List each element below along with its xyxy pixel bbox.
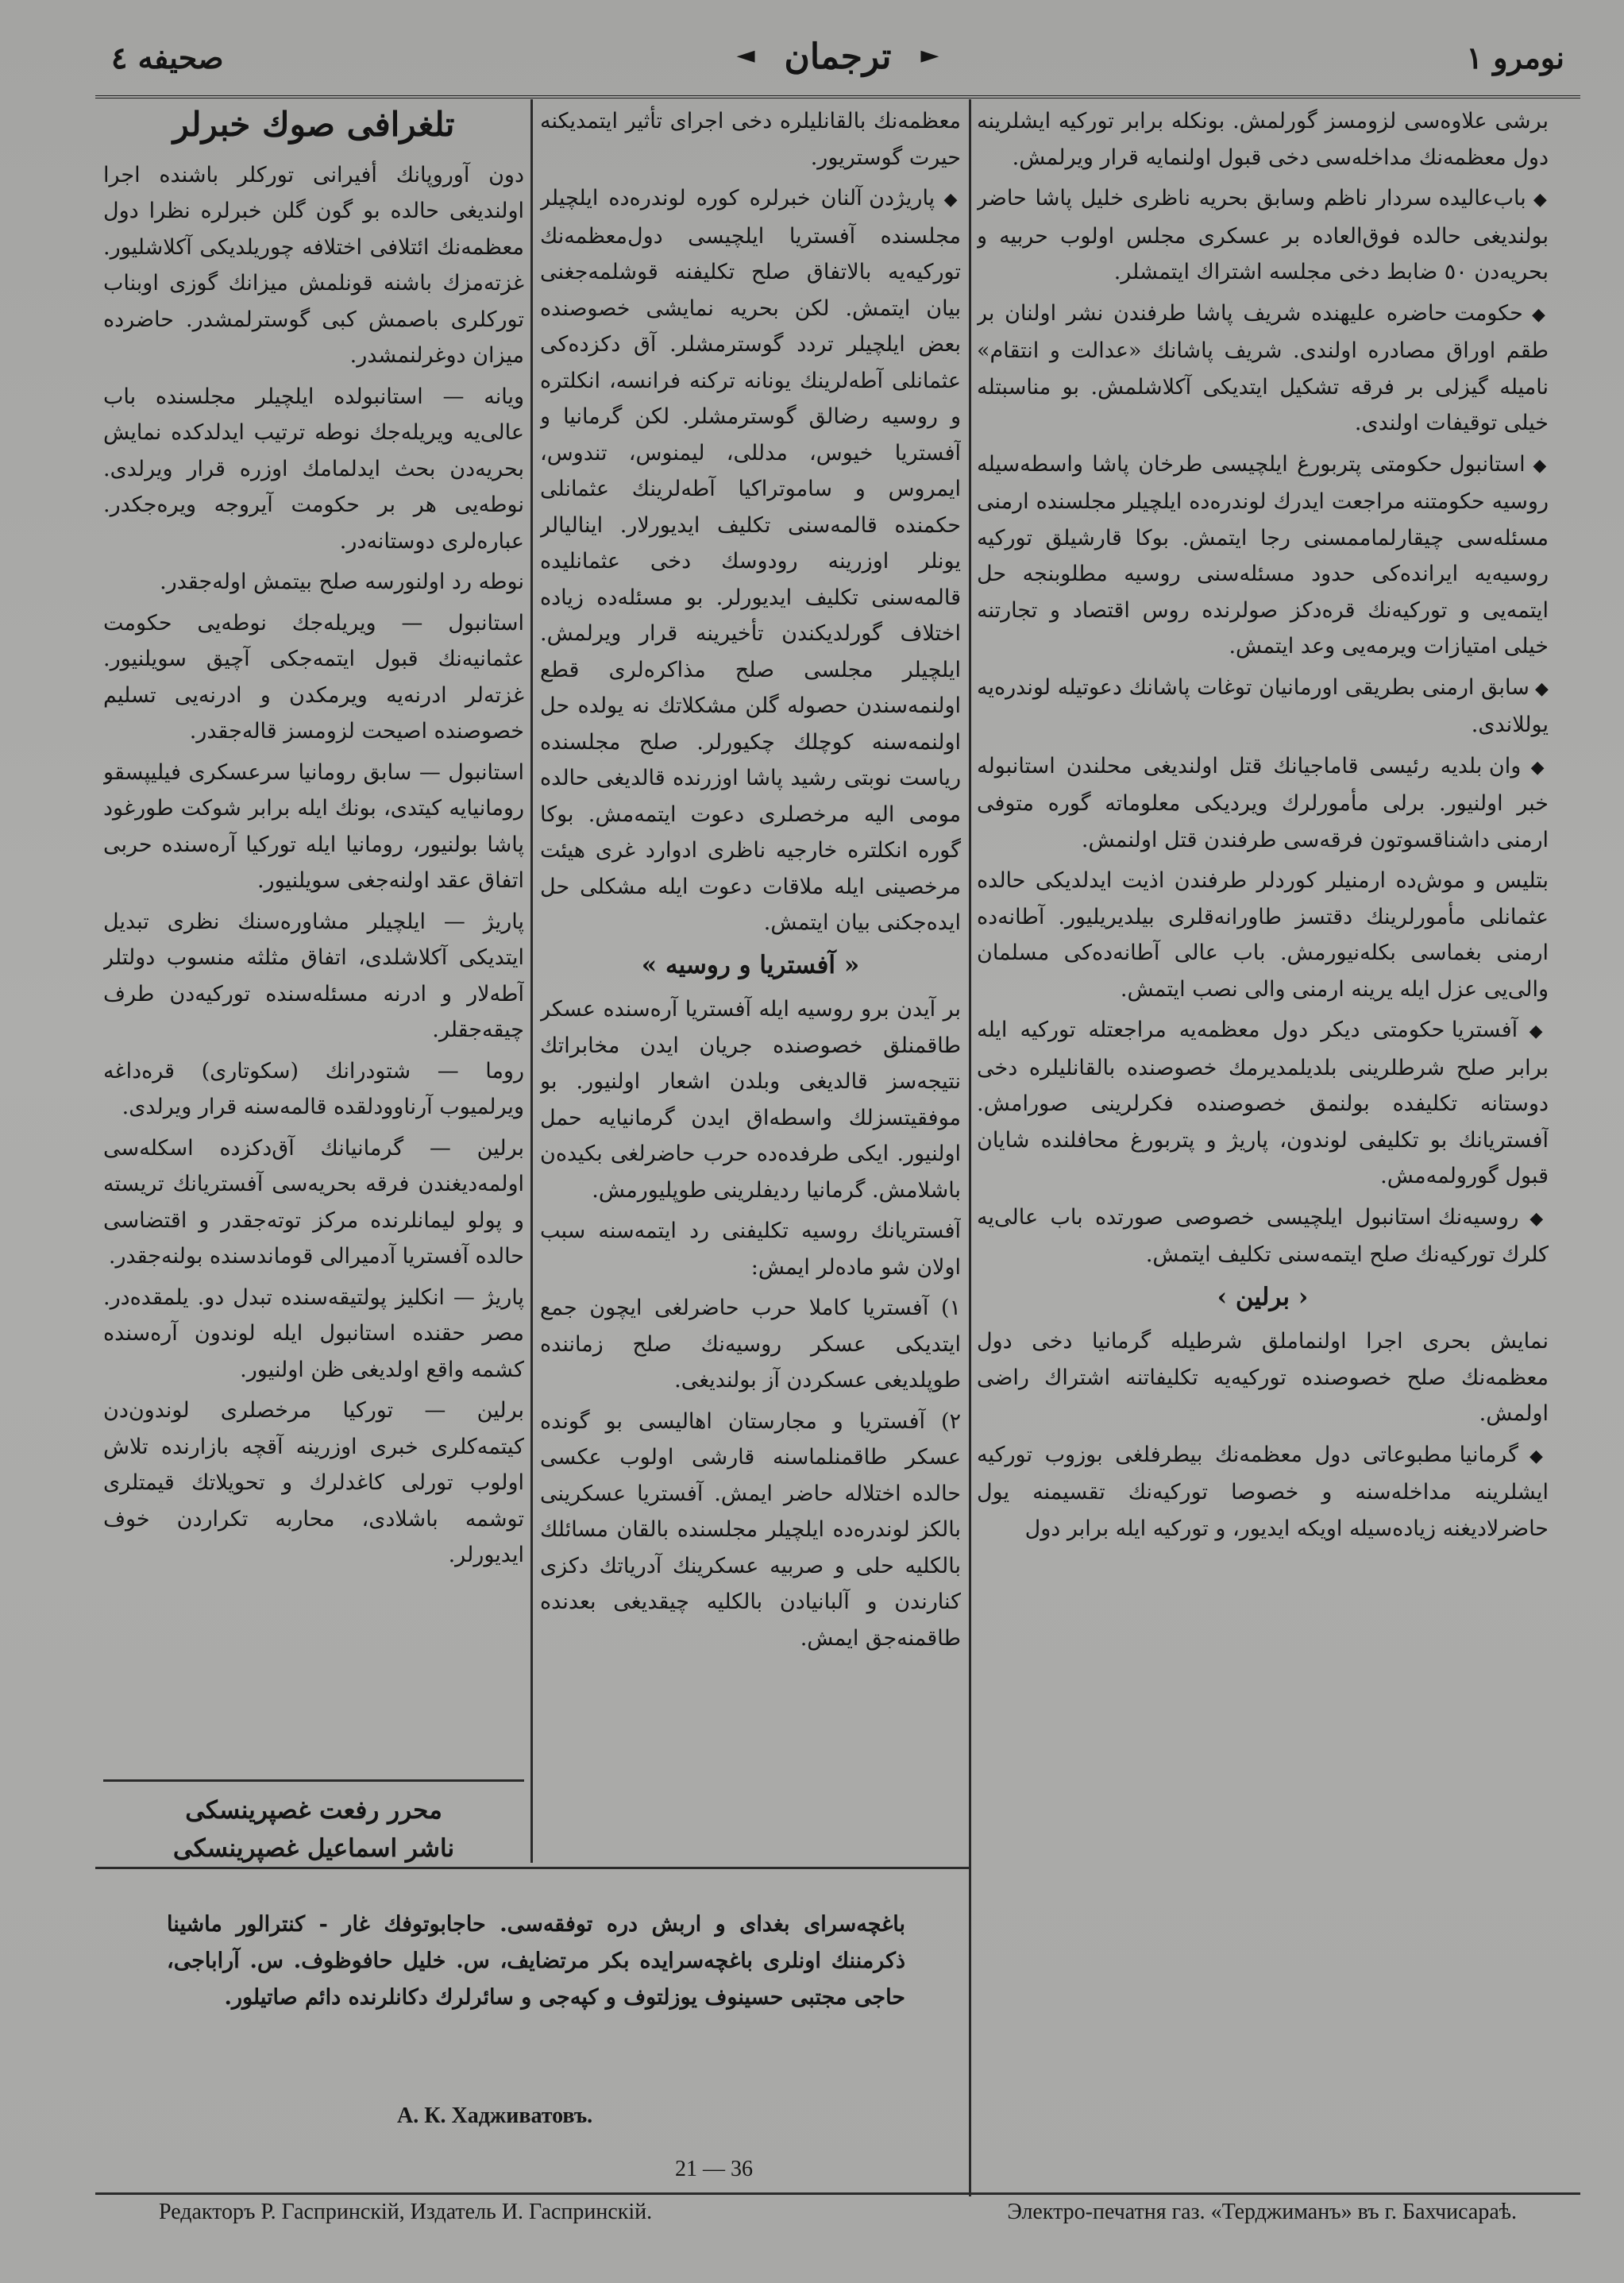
newspaper-title: ترجمان bbox=[784, 37, 892, 77]
issue-number: نومرو ١ bbox=[1466, 40, 1564, 75]
page-number: صحيفه ٤ bbox=[111, 40, 224, 75]
news-paragraph: ◆ وان بلدیه رئیسی قاماجیانك قتل اولندیغی محلندن استانبوله خبر اولنیور. برلی مأمورلرك ویردیکی معلوماته گوره متوفی ارمنی داشناقسوتون فرقه‌سی طرفندن قتل اولنمش. bbox=[977, 753, 1549, 852]
section-heading-austria-russia: « آفستریا و روسیه » bbox=[641, 950, 860, 979]
news-paragraph: آفستریانك روسیه تکلیفنی رد ایتمه‌سنه سبب اولان شو ماده‌لر ایمش: bbox=[540, 1219, 961, 1280]
diamond-bullet-icon: ◆ bbox=[1518, 1446, 1549, 1466]
advertisement-signature: А. К. Хадживатовъ. bbox=[397, 2103, 593, 2128]
news-paragraph: ١) آفستریا کاملا حرب حاضرلغی ایچون جمع ایتدیکی عسکر روسیه‌نك صلح زماننده طوپلدیغی عسکردن آز بولندیغی. bbox=[540, 1296, 961, 1393]
news-paragraph: روما — شتودرانك (سکوتاری) قره‌داغه ویرلمیوب آرناوودلقده قالمه‌سنه قرار ویرلدی. bbox=[103, 1058, 524, 1119]
news-paragraph: استانبول — ویریله‌جك نوطه‌یی حکومت عثمانیه‌نك قبول ایتمه‌جکی آچیق سویلنیور. غزته‌لر ادرنه‌یه ویرمکدن و ادرنه‌یی تسلیم خصوصنده اصیحت لزومسز قاله‌جقدر. bbox=[103, 610, 524, 744]
news-paragraph: ◆ باب‌عالیده سردار ناظم وسابق بحریه ناظری خلیل پاشا حاضر بولندیغی حالده فوق‌العاده بر عسکری مجلس اولوب حربیه و بحریه‌دن ٥٠ ضابط دخی مجلسه اشتراك ایتمشلر. bbox=[977, 186, 1549, 284]
publisher-name: ناشر اسماعیل غصپرینسکی bbox=[172, 1834, 455, 1863]
advertisement: باغچه‌سرای بغدای و اربش دره توفقه‌سی. حاجابوتوفك غار - کنترالور ماشینا ذکرمننك اونلری باغچه‌سرایده بکر مرتضایف، س. خلیل حافوظوف. س. آراباجی، حاجی مجتبی حسینوف یوزلتوف و کپه‌جی و سائرلرك دکانلرنده دائم صاتیلور. bbox=[167, 1912, 905, 2010]
news-paragraph: نمایش بحری اجرا اولنماملق شرطیله گرمانیا دخی دول معظمه‌نك صلح خصوصنده تورکیه‌یه تکلیفاتنه اشتراك راضی اولمش. bbox=[977, 1329, 1549, 1426]
masthead bbox=[737, 37, 939, 77]
diamond-bullet-icon: ◆ bbox=[1529, 678, 1549, 699]
news-paragraph: ◆ آفستریا حکومتی دیکر دول معظمه‌یه مراجعتله تورکیه ایله برابر صلح شرطلرینی بلدیلمدیرمك خصوصنده بالقانلیلره دخی دوستانه تکلیفده بولنمق خصوصنده فکرلرینی صورامش. آفستریانك بو تکلیفی لوندون، پاریژ و پتربورغ محافلنده شایان قبول گورولمه‌مش. bbox=[977, 1018, 1549, 1188]
news-paragraph: معظمه‌نك بالقانلیلره دخی اجرای تأثیر ایتمدیکنه حیرت گوستریور. bbox=[540, 109, 961, 170]
column-divider-left bbox=[530, 99, 533, 1863]
page-header bbox=[95, 32, 1580, 99]
diamond-bullet-icon: ◆ bbox=[1518, 1022, 1549, 1041]
news-paragraph: ◆ پاریژدن آلنان خبرلره کوره لوندره‌ده ایلچیلر مجلسنده آفستریا ایلچیسی دول‌معظمه‌نك تورکیه‌یه بالاتفاق صلح تکلیفنه قوشلمه‌جغنی بیان ایتمش. لکن بحریه نمایشی خصوصنده بعض ایلچیلر تردد گوسترمشلر. آق دکزده‌کی عثمانلی آطه‌لرینك یونانه ترکنه فرانسه، انکلتره و روسیه رضالق گوسترمشلر. لکن گرمانیا و آفستریا خیوس، مدللی، لیمنوس، تندوس، ایمروس و ساموتراکیا آطه‌لرینك عثمانلی حکمنده قالمه‌سنی تکلیف ایدیورلار. اینالیالر یونلر اوزرینه رودوسك دخی عثمانلیده قالمه‌سنی تکلیف ایدیورلر. بو مسئله‌ده زیاده اختلاف گورلدیکندن تأخیرینه قرار ویرلمش. ایلچیلر مجلسی صلح مذاکره‌لری قطع اولنمه‌سندن حصوله گلن مشکلاتك نه یولده حل اولنمه‌سنه کوچلك چکیورلر. صلح مجلسنده ریاست نوبتی رشید پاشا اوزرنده قالدیغی حالده مومی الیه مرخصلری دعوت ایتمه‌مش. بوکا گوره انکلتره خارجیه ناظری ادوارد غری هیئت مرخصینی ایله ملاقات دعوت ایله مشکلی حل ایده‌جکنی بیان ایتمش. bbox=[540, 186, 961, 935]
news-paragraph: برلین — گرمانیانك آق‌دکزده اسکله‌سی اولمه‌دیغندن فرقه بحریه‌سی آفستریانك تریسته و پولو لیمانلرنده مرکز توته‌جقدر و اقتضاسی حالده آفستریا آدمیرالی قوماندسنده بولنه‌جقدر. bbox=[103, 1135, 524, 1269]
editor-credits bbox=[103, 1791, 524, 1868]
news-paragraph: پاریژ — انکلیز پولتیقه‌سنده تبدل دو. یلمقده‌در. مصر حقنده استانبول ایله لوندون آره‌سنده کشمه واقع اولدیغی ظن اولنیور. bbox=[103, 1284, 524, 1382]
news-paragraph: ◆ استانبول حکومتی پتربورغ ایلچیسی طرخان پاشا واسطه‌سیله روسیه حکومتنه مراجعت ایدرك لوندره‌ده ایلچیلر مجلسنده ارمنی مسئله‌سی چیقارلماممسنی رجا ایتمش. بوکا قارشیلق تورکیه روسیه‌یه ایرانده‌کی حدود مسئله‌سنی روسیه مطلوبنجه حل ایتمه‌یی و تورکیه‌نك قره‌دکز صولرنده روس اقتصاد و تجارتنه خیلی امتیازات ویرمه‌یی وعد ایتمش. bbox=[977, 451, 1549, 659]
news-paragraph: ◆ روسیه‌نك استانبول ایلچیسی خصوصی صورتده باب عالی‌یه کلرك تورکیه‌نك صلح ایتمه‌سنی تکلیف ایتمش. bbox=[977, 1204, 1549, 1267]
news-paragraph: ٢) آفستریا و مجارستان اهالیسی بو گونده عسکر طاقمنلماسنه قارشی اولوب عکسی حالده اختلاله حاضر ایمش. آفستریا عسکرینی بالکز لوندره‌ده ایلچیلر مجلسنده بالقان مسائلك بالکلیه حلی و صربیه عسکرینك آدریاتك دکزی کنارندن و آلبانیادن بالکلیه چیقدیغی بعدنده طاقمنه‌جق ایمش. bbox=[540, 1408, 961, 1651]
column-left bbox=[103, 103, 524, 1859]
diamond-bullet-icon: ◆ bbox=[935, 190, 961, 210]
news-paragraph: بتلیس و موش‌ده ارمنیلر کوردلر طرفندن اذیت ایدلدیکی حالده عثمانلی مأمورلرینك دقتسز طاورانه‌قلری بیلدیریلیور. آطانه‌ده ارمنی بغماسی بکله‌نیورمش. باب عالی آطانه‌ده‌کی مسلمان والی‌یی عزل ایله یرینه ارمنی والی نصب ایتمش. bbox=[977, 868, 1549, 1002]
news-paragraph: ◆ سابق ارمنی بطریقی اورمانیان توغات پاشانك دعوتیله لوندره‌یه یوللاندی. bbox=[977, 674, 1549, 737]
diamond-bullet-icon: ◆ bbox=[1522, 304, 1549, 325]
news-paragraph: برلین — تورکیا مرخصلری لوندون‌دن کیتمه‌کلری خبری اوزرینه آقچه بازارنده تلاش اولوب تورلی کاغدلرك و تحویلاتك قیمتلری توشمه باشلادی، محاربه تکراردن خوف ایدیورلر. bbox=[103, 1398, 524, 1567]
column-middle bbox=[540, 103, 961, 1859]
news-paragraph: دون آوروپانك أفیرانی تورکلر باشنده اجرا اولندیغی حالده بو گون گلن خبرلره نظرا دول معظمه‌نك ائتلافی اختلافه چوریلدیکی آکلاشلیور. غزته‌مزك باشنه قونلمش میزانك گوزی اوبناب تورکلری باصمش کبی گوسترلمشدر. حاضرده میزان دوغرلنمشدر. bbox=[103, 162, 524, 368]
ornament-left-icon: ◄ bbox=[736, 41, 755, 69]
footer-printer: Электро-печатня газ. «Терджиманъ» въ г. Бахчисараѣ. bbox=[1007, 2200, 1517, 2224]
ornament-right-icon: ► bbox=[920, 41, 939, 69]
diamond-bullet-icon: ◆ bbox=[1526, 190, 1549, 210]
column-right bbox=[977, 103, 1549, 2137]
news-paragraph: ◆ حکومت حاضره علیهنده شریف پاشا طرفندن نشر اولنان بر طقم اوراق مصادره اولندی. شریف پاشانك «عدالت و انتقام» نامیله گیزلی بر فرقه تشکیل ایتدیکی آکلاشلمش. بو مناسبتله خیلی توقیفات اولندی. bbox=[977, 300, 1549, 435]
diamond-bullet-icon: ◆ bbox=[1521, 757, 1549, 778]
news-paragraph: پاریژ — ایلچیلر مشاوره‌سنك نظری تبدیل ایتدیکی آکلاشلدی، اتفاق مثلثه منسوب دولتلر آطه‌لار و ادرنه مسئله‌سنده تورکیه‌دن طرف چیقه‌جقلر. bbox=[103, 909, 524, 1042]
news-paragraph: بر آیدن برو روسیه ایله آفستریا آره‌سنده عسکر طاقمنلق خصوصنده جریان ایدن مخابراتك نتیجه‌سز قالدیغی وبلدن اشعار اولنیور. بو موفقیتسزلك واسطه‌اق ایدن گرمانیایه حمل اولنیور. ایکی طرفده‌ده حرب حاضرلغی بکیده‌ن باشلامش. گرمانیا ردیفلرینی طوپلیورمش. bbox=[540, 997, 961, 1203]
column-divider-right bbox=[969, 99, 971, 2196]
footer-editor: Редакторъ Р. Гаспринскій, Издатель И. Гаспринскій. bbox=[159, 2200, 653, 2224]
news-paragraph: ویانه — استانبولده ایلچیلر مجلسنده باب عالی‌یه ویریله‌جك نوطه ترتیب ایدلدکده نمایش بحریه‌دن بحث ایدلمامك اوزره قرار ویرلدی. نوطه‌یی هر بر حکومت آیروجه ویره‌جکدر. عباره‌لری دوستانه‌در. bbox=[103, 384, 524, 554]
section-heading-berlin: ‹ برلین › bbox=[1217, 1282, 1309, 1311]
diamond-bullet-icon: ◆ bbox=[1525, 455, 1549, 476]
news-paragraph: نوطه رد اولنورسه صلح بیتمش اوله‌جقدر. bbox=[160, 570, 524, 594]
telegraph-news-title: تلغرافی صوك خبرلر bbox=[172, 105, 455, 144]
editor-name: محرر رفعت غصپرینسکی bbox=[185, 1796, 442, 1825]
advertisement-number: 21 — 36 bbox=[675, 2157, 753, 2181]
news-paragraph: ◆ گرمانیا مطبوعاتی دول معظمه‌نك بیطرفلغی بوزوب تورکیه ایشلرینه مداخله‌سنه و خصوصا تورکیه‌نك تقسیمنه یول حاضرلادیغنه زیاده‌سیله اویکه ایدیور، و تورکیه ایله برابر دول bbox=[977, 1442, 1549, 1541]
page-footer bbox=[95, 2192, 1580, 2230]
diamond-bullet-icon: ◆ bbox=[1518, 1208, 1549, 1229]
news-paragraph: برشی علاوه‌سی لزومسز گورلمش. بونکله برابر تورکیه ایشلرینه دول معظمه‌نك مداخله‌سی دخی قبول اولنمایه قرار ویرلمش. bbox=[977, 109, 1549, 170]
news-paragraph: استانبول — سابق رومانیا سرعسکری فیلیپسقو رومانیایه کیتدی، بونك ایله برابر شوکت طورغود پاشا بولنیور، رومانیا ایله تورکیا آره‌سنده حربی اتفاق عقد اولنه‌جغی سویلنیور. bbox=[103, 759, 524, 893]
